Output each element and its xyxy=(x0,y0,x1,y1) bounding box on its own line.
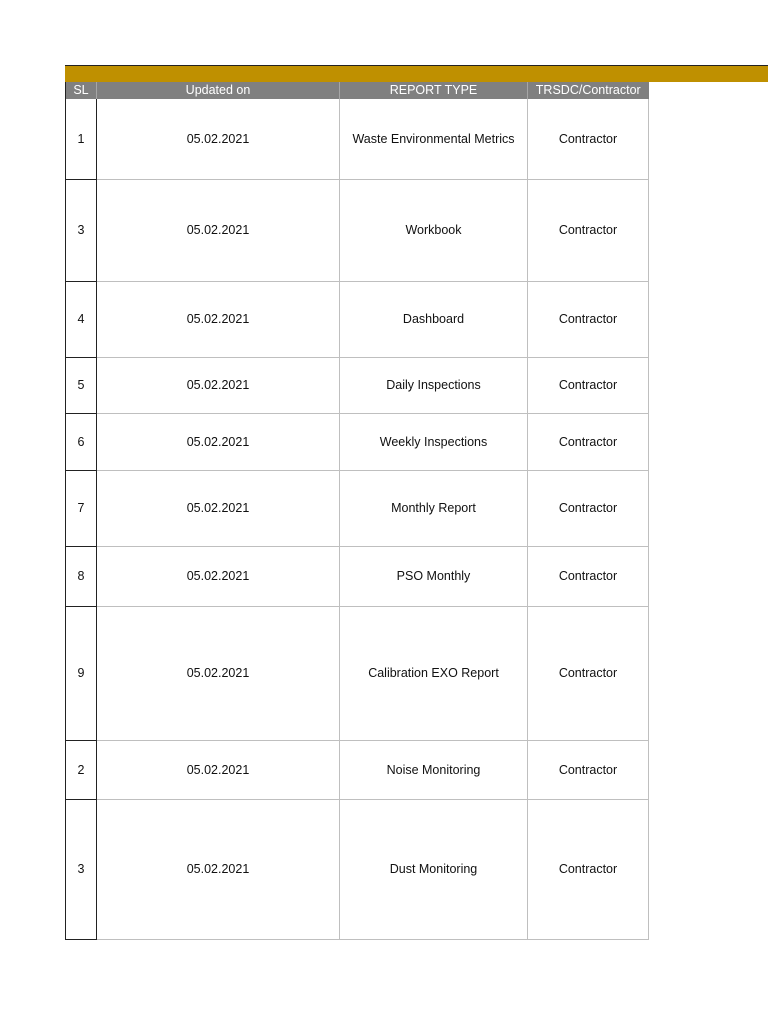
table-row xyxy=(66,281,649,357)
cell-owner: Contractor xyxy=(528,740,649,799)
table-row xyxy=(66,740,649,799)
header-owner: TRSDC/Contractor xyxy=(528,82,649,99)
cell-updated-on: 05.02.2021 xyxy=(97,546,340,606)
cell-report-type: Weekly Inspections xyxy=(340,413,528,470)
cell-report-type: Workbook xyxy=(340,179,528,281)
header-updated-on: Updated on xyxy=(97,82,340,99)
cell-updated-on: 05.02.2021 xyxy=(97,740,340,799)
cell-report-type: PSO Monthly xyxy=(340,546,528,606)
table-row xyxy=(66,179,649,281)
cell-updated-on: 05.02.2021 xyxy=(97,99,340,179)
cell-owner: Contractor xyxy=(528,179,649,281)
cell-sl: 8 xyxy=(66,546,97,606)
cell-report-type: Waste Environmental Metrics xyxy=(340,99,528,179)
cell-owner: Contractor xyxy=(528,413,649,470)
table-row xyxy=(66,470,649,546)
cell-updated-on: 05.02.2021 xyxy=(97,413,340,470)
header-sl: SL xyxy=(66,82,97,99)
header-band xyxy=(65,65,768,82)
cell-sl: 3 xyxy=(66,179,97,281)
cell-owner: Contractor xyxy=(528,357,649,413)
cell-sl: 2 xyxy=(66,740,97,799)
cell-sl: 7 xyxy=(66,470,97,546)
cell-report-type: Dashboard xyxy=(340,281,528,357)
cell-updated-on: 05.02.2021 xyxy=(97,470,340,546)
table-row xyxy=(66,799,649,939)
cell-updated-on: 05.02.2021 xyxy=(97,606,340,740)
table-row xyxy=(66,357,649,413)
header-report-type: REPORT TYPE xyxy=(340,82,528,99)
cell-report-type: Daily Inspections xyxy=(340,357,528,413)
table-row xyxy=(66,606,649,740)
cell-owner: Contractor xyxy=(528,99,649,179)
cell-updated-on: 05.02.2021 xyxy=(97,179,340,281)
cell-updated-on: 05.02.2021 xyxy=(97,357,340,413)
table-row xyxy=(66,546,649,606)
cell-report-type: Monthly Report xyxy=(340,470,528,546)
cell-owner: Contractor xyxy=(528,799,649,939)
report-table xyxy=(65,82,649,940)
table-row xyxy=(66,99,649,179)
cell-sl: 3 xyxy=(66,799,97,939)
cell-owner: Contractor xyxy=(528,606,649,740)
cell-owner: Contractor xyxy=(528,546,649,606)
cell-report-type: Dust Monitoring xyxy=(340,799,528,939)
cell-owner: Contractor xyxy=(528,281,649,357)
cell-sl: 5 xyxy=(66,357,97,413)
table-row xyxy=(66,413,649,470)
cell-sl: 4 xyxy=(66,281,97,357)
cell-updated-on: 05.02.2021 xyxy=(97,281,340,357)
header-row xyxy=(66,82,649,99)
cell-report-type: Noise Monitoring xyxy=(340,740,528,799)
cell-owner: Contractor xyxy=(528,470,649,546)
cell-updated-on: 05.02.2021 xyxy=(97,799,340,939)
cell-sl: 1 xyxy=(66,99,97,179)
cell-report-type: Calibration EXO Report xyxy=(340,606,528,740)
cell-sl: 9 xyxy=(66,606,97,740)
cell-sl: 6 xyxy=(66,413,97,470)
